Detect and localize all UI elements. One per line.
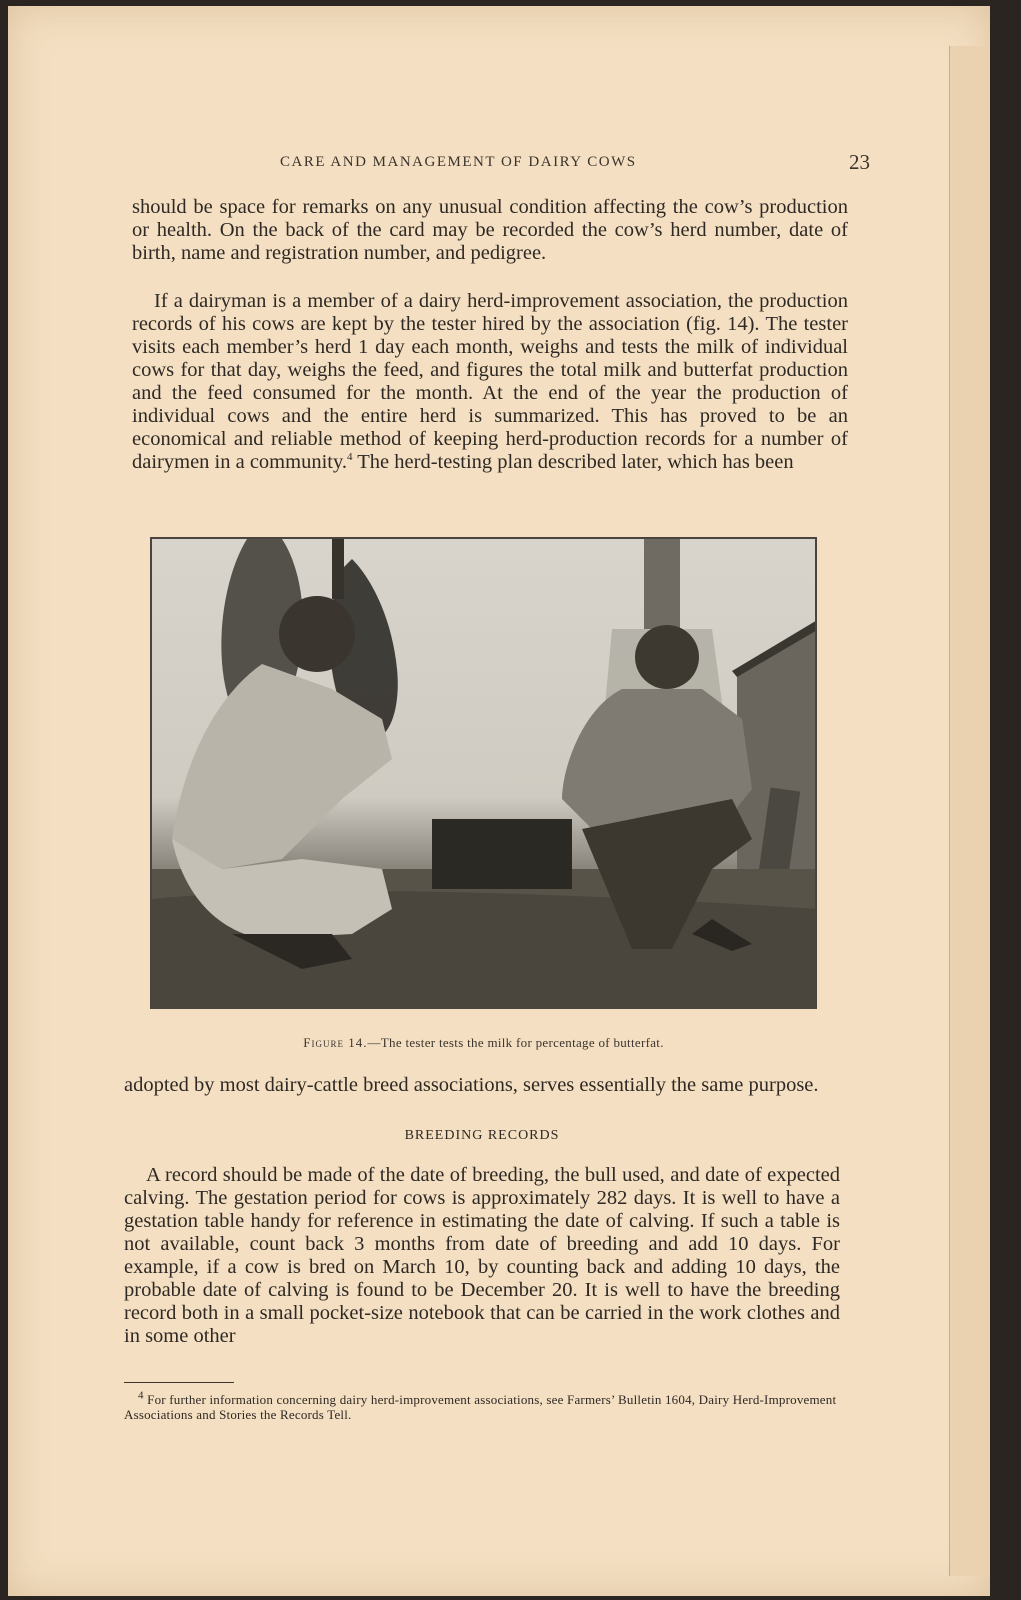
figure-caption-text: —The tester tests the milk for percentage of butterfat.: [367, 1035, 664, 1050]
page-edge: [949, 46, 990, 1576]
paragraph-3: [124, 1074, 840, 1097]
footnote-rule: [124, 1382, 234, 1383]
paragraph-1: [132, 196, 848, 265]
footnote-marker: 4: [138, 1389, 144, 1402]
footnote: [124, 1389, 840, 1422]
paragraph-2: [132, 290, 848, 474]
photo-illustration: [152, 539, 817, 1009]
figure-14-photo: [150, 537, 817, 1009]
page-number: 23: [849, 150, 870, 174]
paragraph-4: [124, 1164, 840, 1348]
footnote-body: For further information concerning dairy herd-improvement associations, see Farmers’ Bulletin 1604, Dairy Herd-Improvement Associations and Stories the Records Tell.: [124, 1392, 837, 1422]
footnote-text: [124, 1389, 840, 1422]
footnote-reference: 4: [347, 451, 353, 464]
figure-caption: [150, 1035, 817, 1051]
running-title: CARE AND MANAGEMENT OF DAIRY COWS: [280, 154, 637, 170]
paragraph-2-text: [132, 290, 848, 474]
paragraph-2-part-b: The herd-testing plan described later, which has been: [352, 451, 794, 473]
paragraph-2-part-a: If a dairyman is a member of a dairy herd-improvement association, the production records of his cows are kept by the tester hired by the association (fig. 14). The tester visits each member’s herd 1 day each month, weighs and tests the milk of individual cows for that day, weighs the feed, and figures the total milk and butterfat production and the feed consumed for the month. At the end of the year the production of individual cows and the entire herd is summarized. This has proved to be an economical and reliable method of keeping herd-production records for a number of dairymen in a community.: [132, 290, 848, 473]
paragraph-4-text: A record should be made of the date of breeding, the bull used, and date of expected calving. The gestation period for cows is approximately 282 days. It is well to have a gestation table handy for reference in estimating the date of calving. If such a table is not available, count back 3 months from date of breeding and add 10 days. For example, if a cow is bred on March 10, by counting back and adding 10 days, the probable date of calving is found to be December 20. It is well to have the breeding record both in a small pocket-size notebook that can be carried in the work clothes and in some other: [124, 1164, 840, 1347]
figure-label: Figure 14.: [303, 1035, 368, 1050]
paragraph-1-text: should be space for remarks on any unusual condition affecting the cow’s production or health. On the back of the card may be recorded the cow’s herd number, date of birth, name and registration number, and pedigree.: [132, 196, 848, 264]
paragraph-3-text: adopted by most dairy-cattle breed associations, serves essentially the same purpose.: [124, 1074, 819, 1096]
section-heading: BREEDING RECORDS: [404, 1128, 560, 1143]
